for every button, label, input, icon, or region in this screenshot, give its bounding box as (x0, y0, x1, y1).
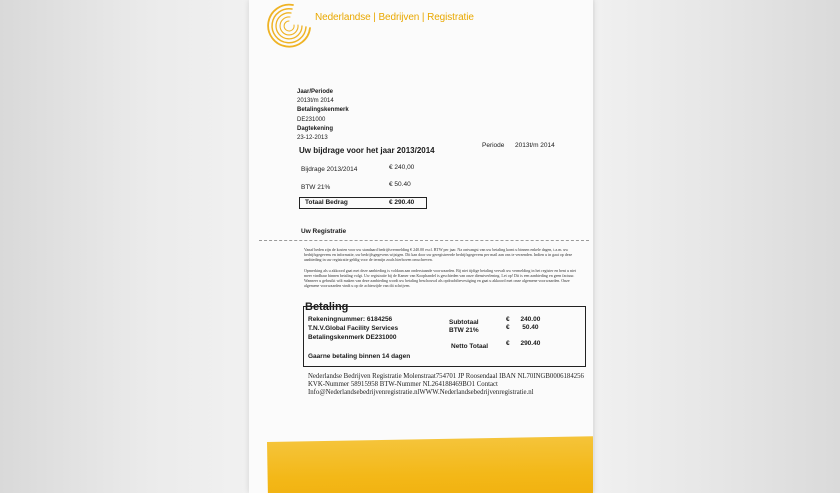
contribution-title: Uw bijdrage voor het jaar 2013/2014 (299, 146, 435, 155)
net-total-label: Netto Totaal (451, 343, 489, 350)
payment-title: Betaling (305, 301, 349, 313)
total-value: € 290.40 (389, 199, 415, 206)
jaar-periode-value: 2013t/m 2014 (297, 98, 334, 105)
periode-value: 2013t/m 2014 (515, 142, 555, 149)
subtotal-value: € 240.00 (506, 316, 541, 323)
payment-note: Gaarne betaling binnen 14 dagen (308, 353, 411, 360)
account-holder: T.N.V.Global Facility Services (308, 325, 399, 332)
footer-registration: KVK-Nummer 58915958 BTW-Nummer NL264188469BO1 Contact (308, 381, 498, 389)
company-footer (308, 373, 584, 398)
brand-name: Nederlandse | Bedrijven | Registratie (315, 12, 474, 23)
letter-page (249, 0, 593, 493)
footer-contact: Info@Nederlandsebedrijvenregistratie.nlWWW.Nederlandsebedrijvenregistratie.nl (308, 389, 534, 397)
jaar-periode-label: Jaar/Periode (297, 89, 334, 95)
footer-address: Nederlandse Bedrijven Registratie Molenstraat754701 JP Roosendaal IBAN NL70INGB0006184256 (308, 373, 584, 380)
vat-label: BTW 21% (449, 327, 479, 334)
contribution-row-value: € 50.40 (389, 181, 411, 188)
total-label: Totaal Bedrag (305, 199, 348, 206)
registration-heading: Uw Registratie (301, 228, 347, 235)
total-box (299, 197, 427, 209)
swirl-logo-icon (263, 2, 313, 48)
account-number: Rekeningnummer: 6184256 (308, 316, 393, 323)
background-left (0, 0, 250, 493)
contribution-row-label: BTW 21% (301, 184, 331, 191)
dagtekening-label: Dagtekening (297, 125, 334, 132)
vat-value: € 50.40 (506, 324, 539, 331)
contribution-row-value: € 240,00 (389, 164, 415, 171)
payment-reference: Betalingskenmerk DE231000 (308, 334, 397, 341)
divider (259, 240, 589, 241)
yellow-band (267, 436, 593, 493)
payment-account-info (308, 315, 398, 342)
terms-paragraph: Opmerking als u akkoord gaat met deze aanbieding is voldaan aan onderstaande voorwaarden. Bij niet tijdige betaling vervalt uw vermelding in het register en bent u niet meer vindbaar binnen betaling volgt. Uw registratie bij de Kamer van Koophandel is geschieden van onze dienstverlening. Let op! Dit is een aanbieding en geen factuur. Wanneer u gebruikt wilt maken van deze aanbieding wordt uw betaling beschouwd als opdrachtbevestiging en gaat u akkoord met onze algemene voorwaarden. Onze algemene voorwaarden vindt u op de achterzijde van dit schrijven. (304, 268, 577, 288)
subtotal-label: Subtotaal (449, 319, 479, 326)
dagtekening-value: 23-12-2013 (297, 135, 328, 142)
registration-paragraph: Vanaf heden zijn de kosten voor uw standaard bedrijfsvermelding € 240.00 excl. BTW per jaar. Na ontvangst van uw betaling komt u binnen enkele dagen, t.a.m. uw bedrijfsgegevens en informatie, uw bedrijfsgegevens wijzigen. Dit kan door uw geregistreerde bedrijfsgegevens per mail aan ons te verzenden. Indien u in gaat op deze aanbieding in uw registratie geldig voor de termijn zoals hierboven omschreven. (304, 247, 573, 262)
periode-label: Periode (482, 142, 505, 149)
betalingskenmerk-value: DE231000 (297, 116, 326, 123)
letter-meta (297, 88, 349, 143)
net-total-value: € 290.40 (506, 340, 541, 347)
background-right (595, 0, 840, 493)
payment-box (303, 306, 586, 367)
betalingskenmerk-label: Betalingskenmerk (297, 107, 349, 114)
contribution-row-label: Bijdrage 2013/2014 (301, 166, 358, 173)
